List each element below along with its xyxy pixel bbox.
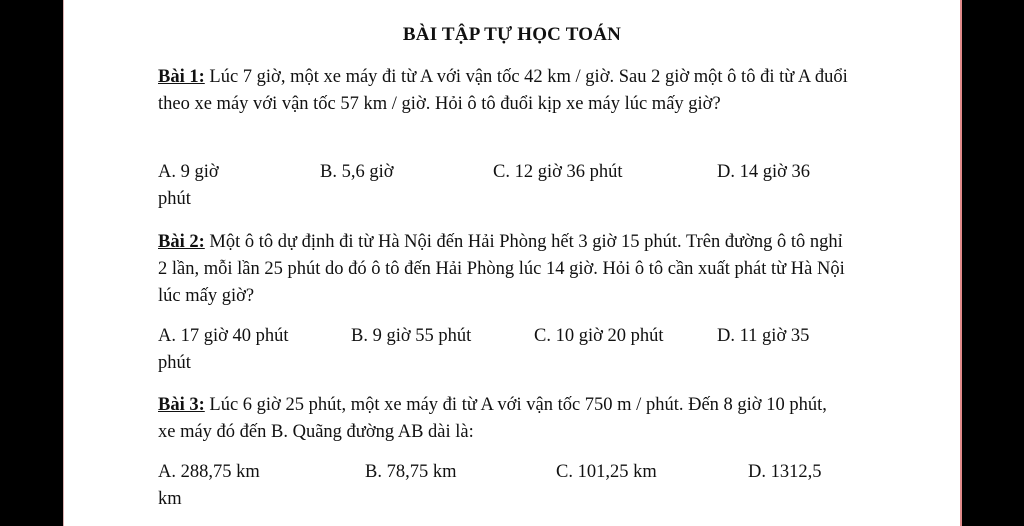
- document-page: [63, 0, 962, 526]
- option-a: A. 9 giờ: [158, 162, 219, 182]
- option-d: D. 11 giờ 35: [717, 326, 810, 346]
- problem-2-label: Bài 2:: [158, 232, 205, 252]
- problem-3-text: [158, 392, 848, 446]
- problem-2-text: [158, 229, 848, 310]
- option-c: C. 12 giờ 36 phút: [493, 162, 623, 182]
- option-c: C. 101,25 km: [556, 462, 657, 482]
- option-d-continuation: phút: [158, 353, 191, 373]
- problem-1-text: [158, 64, 848, 118]
- option-a: A. 17 giờ 40 phút: [158, 326, 289, 346]
- option-d-continuation: phút: [158, 189, 191, 209]
- option-b: B. 78,75 km: [365, 462, 457, 482]
- problem-2-body: Một ô tô dự định đi từ Hà Nội đến Hải Phòng hết 3 giờ 15 phút. Trên đường ô tô nghỉ 2 lần, mỗi lần 25 phút do đó ô tô đến Hải Phòng lúc 14 giờ. Hỏi ô tô cần xuất phát từ Hà Nội lúc mấy giờ?: [158, 232, 845, 306]
- option-a: A. 288,75 km: [158, 462, 260, 482]
- option-d: D. 14 giờ 36: [717, 162, 811, 182]
- problem-1-body: Lúc 7 giờ, một xe máy đi từ A với vận tốc 42 km / giờ. Sau 2 giờ một ô tô đi từ A đuổi theo xe máy với vận tốc 57 km / giờ. Hỏi ô tô đuổi kịp xe máy lúc mấy giờ?: [158, 67, 848, 114]
- option-d: D. 1312,5: [748, 462, 822, 482]
- page-title: BÀI TẬP TỰ HỌC TOÁN: [402, 24, 622, 45]
- option-d-continuation: km: [158, 489, 182, 509]
- problem-3-body: Lúc 6 giờ 25 phút, một xe máy đi từ A với vận tốc 750 m / phút. Đến 8 giờ 10 phút, xe máy đó đến B. Quãng đường AB dài là:: [158, 395, 827, 442]
- option-c: C. 10 giờ 20 phút: [534, 326, 664, 346]
- problem-1-label: Bài 1:: [158, 67, 205, 87]
- problem-3-label: Bài 3:: [158, 395, 205, 415]
- option-b: B. 5,6 giờ: [320, 162, 394, 182]
- option-b: B. 9 giờ 55 phút: [351, 326, 472, 346]
